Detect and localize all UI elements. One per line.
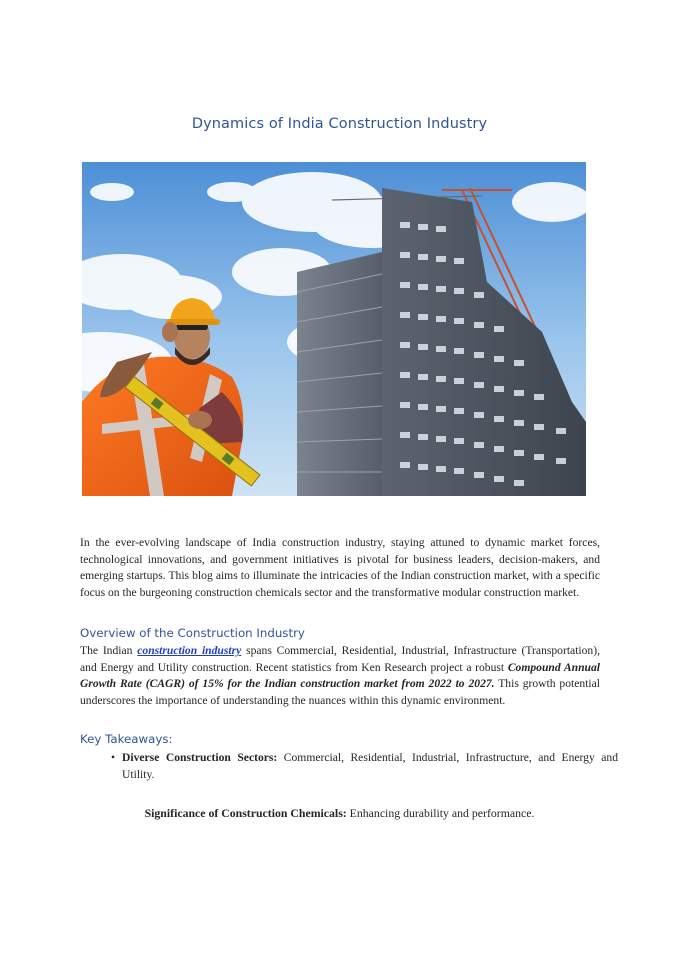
construction-industry-link[interactable]: construction industry: [137, 644, 242, 657]
cagr-highlight: Compound Annual Growth Rate (CAGR) of 15% for the Indian construction market from 2022 to 2027.: [80, 660, 600, 691]
bullet-icon: •: [110, 751, 116, 764]
overview-paragraph: [80, 643, 600, 709]
significance-line: [0, 806, 679, 821]
takeaway-label: Diverse Construction Sectors:: [122, 751, 278, 764]
takeaway-text: Commercial, Residential, Industrial, Infrastructure, and Energy and Utility.: [122, 751, 618, 781]
list-item: [104, 750, 618, 783]
significance-text: Enhancing durability and performance.: [346, 806, 535, 820]
hero-image: [82, 162, 586, 496]
page-title: Dynamics of India Construction Industry: [191, 116, 488, 132]
key-takeaways-heading: Key Takeaways:: [80, 732, 173, 746]
significance-label: Significance of Construction Chemicals:: [144, 806, 347, 820]
overview-heading: Overview of the Construction Industry: [80, 626, 305, 640]
overview-text-end: This growth potential underscores the importance of understanding the nuances within this dynamic environment.: [80, 677, 600, 707]
intro-paragraph: In the ever-evolving landscape of India construction industry, staying attuned to dynamic market forces, technological innovations, and government initiatives is pivotal for business leaders, decision-makers, and emerging startups. This blog aims to illuminate the intricacies of the Indian construction market, with a specific focus on the burgeoning construction chemicals sector and the transformative modular construction market.: [80, 536, 600, 599]
overview-text-start: The Indian: [80, 644, 138, 657]
overview-text-middle: spans Commercial, Residential, Industrial, Infrastructure (Transportation), and Energy and Utility construction. Recent statistics from Ken Research project a robust: [80, 644, 600, 674]
